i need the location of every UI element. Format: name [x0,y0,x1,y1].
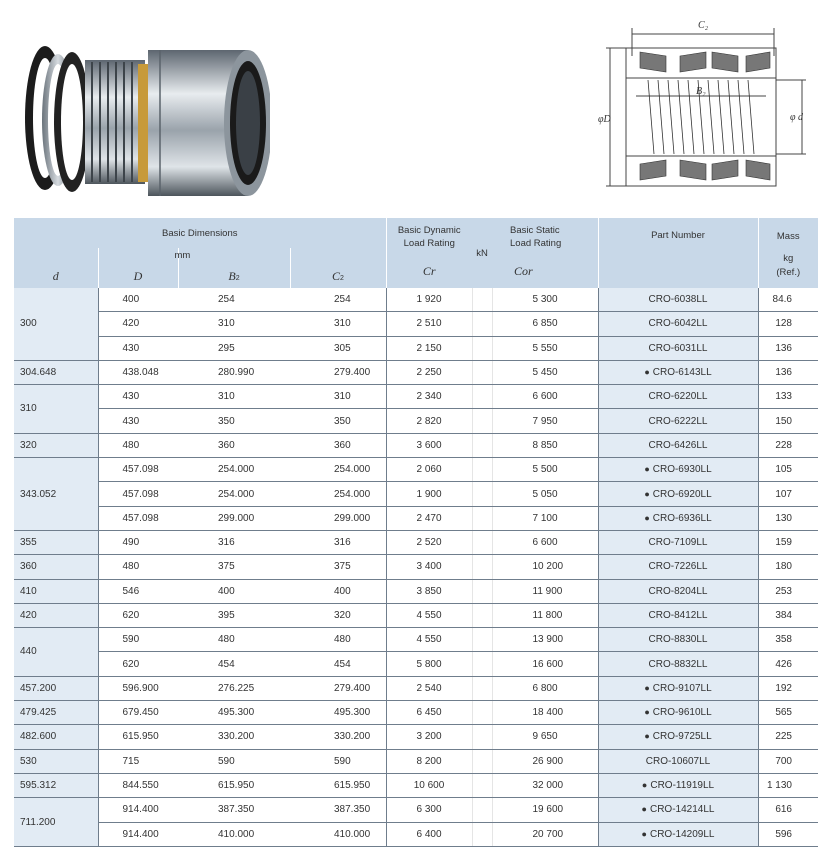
cell-width-c2: 279.400 [290,676,386,700]
cell-cor: 16 600 [492,652,598,676]
header-c2 [290,248,386,288]
cell-width-c2: 480 [290,628,386,652]
cell-cr: 4 550 [386,603,472,627]
cell-kn [472,360,492,384]
cell-cor: 26 900 [492,749,598,773]
cell-part-number[interactable] [598,312,758,336]
table-row [14,506,818,530]
part-number-text: CRO-8830LL [648,634,708,646]
cell-cor: 5 300 [492,288,598,312]
cell-mass: 426 [758,652,818,676]
cell-width-c2: 400 [290,579,386,603]
cell-part-number[interactable] [598,749,758,773]
cell-cr: 5 800 [386,652,472,676]
cell-mass: 133 [758,385,818,409]
header-outer-d [98,248,178,288]
header-d [14,248,98,288]
cell-outer-d: 430 [98,385,178,409]
cell-bore-d: 457.200 [14,676,98,700]
cell-part-number[interactable] [598,676,758,700]
cell-part-number[interactable] [598,603,758,627]
cell-outer-d: 457.098 [98,458,178,482]
cell-outer-d: 420 [98,312,178,336]
table-row [14,360,818,384]
header-d-symbol: d [52,269,59,283]
cell-outer-d: 590 [98,628,178,652]
cell-kn [472,458,492,482]
cell-bore-d: 355 [14,530,98,554]
table-row [14,798,818,822]
table-row [14,603,818,627]
cell-mass: 192 [758,676,818,700]
cell-kn [472,482,492,506]
header-mass [758,218,818,288]
bullet-icon: ● [644,488,650,499]
cell-cr: 1 900 [386,482,472,506]
header-dynamic-rating [386,218,472,288]
cell-width-c2: 299.000 [290,506,386,530]
table-row [14,555,818,579]
cell-cor: 10 200 [492,555,598,579]
header-b2-symbol: B [228,269,236,283]
bearing-photo [10,38,270,198]
table-row [14,288,818,312]
cell-kn [472,798,492,822]
header-b2 [174,248,290,288]
cell-cor: 7 100 [492,506,598,530]
bullet-icon: ● [644,682,650,693]
cell-kn [472,409,492,433]
label-b2: B₂ [696,86,706,97]
cell-width-b2: 350 [178,409,290,433]
cell-mass: 228 [758,433,818,457]
cell-mass: 358 [758,628,818,652]
part-number-text: CRO-8204LL [648,585,708,597]
cell-outer-d: 615.950 [98,725,178,749]
cell-width-b2: 615.950 [178,773,290,797]
cell-outer-d: 430 [98,409,178,433]
part-number-text: CRO-6143LL [652,367,712,379]
cell-bore-d: 304.648 [14,360,98,384]
cell-cr: 2 520 [386,530,472,554]
header-c2-sub: 2 [340,275,344,282]
bullet-icon: ● [644,367,650,378]
cell-cr: 2 340 [386,385,472,409]
table-row [14,676,818,700]
table-row [14,749,818,773]
cell-kn [472,433,492,457]
cell-width-b2: 310 [178,385,290,409]
cell-outer-d: 546 [98,579,178,603]
cell-bore-d: 310 [14,385,98,434]
cell-kn [472,288,492,312]
cell-cr: 4 550 [386,628,472,652]
cell-outer-d: 400 [98,288,178,312]
cell-kn [472,579,492,603]
bullet-icon: ● [641,828,647,839]
cell-width-c2: 615.950 [290,773,386,797]
cell-kn [472,628,492,652]
table-row [14,579,818,603]
header-basic-dimensions: Basic Dimensions [14,218,386,248]
label-outer-d: φD [598,114,611,125]
cell-width-b2: 316 [178,530,290,554]
cell-cr: 3 850 [386,579,472,603]
cell-cor: 18 400 [492,701,598,725]
cell-mass: 130 [758,506,818,530]
cell-part-number[interactable] [598,579,758,603]
cell-outer-d: 620 [98,603,178,627]
part-number-text: CRO-6426LL [648,439,708,451]
cell-cor: 6 600 [492,385,598,409]
part-number-text: CRO-10607LL [645,755,711,767]
cell-width-b2: 480 [178,628,290,652]
cell-mass: 128 [758,312,818,336]
cell-outer-d: 844.550 [98,773,178,797]
bullet-icon: ● [644,707,650,718]
cell-width-c2: 360 [290,433,386,457]
cell-part-number[interactable] [598,506,758,530]
cell-part-number[interactable] [598,458,758,482]
cell-cor: 7 950 [492,409,598,433]
cell-kn [472,603,492,627]
header-kg-label: kg [783,253,794,264]
cell-mass: 1 130 [758,773,818,797]
cell-cr: 8 200 [386,749,472,773]
cell-cor: 19 600 [492,798,598,822]
cell-kn [472,506,492,530]
table-body [14,288,818,846]
cell-width-c2: 454 [290,652,386,676]
cell-cr: 1 920 [386,288,472,312]
table-row [14,385,818,409]
cell-width-c2: 320 [290,603,386,627]
cell-width-c2: 410.000 [290,822,386,846]
bullet-icon: ● [644,464,650,475]
table-row [14,482,818,506]
cell-cr: 2 060 [386,458,472,482]
table-row [14,652,818,676]
cell-bore-d: 711.200 [14,798,98,847]
cell-outer-d: 480 [98,433,178,457]
cell-width-c2: 310 [290,312,386,336]
cell-width-b2: 276.225 [178,676,290,700]
cell-cor: 5 500 [492,458,598,482]
cell-width-b2: 495.300 [178,701,290,725]
header-cor: Cor [514,264,533,278]
cell-width-b2: 254.000 [178,458,290,482]
cell-kn [472,725,492,749]
part-number-text: CRO-6220LL [648,391,708,403]
cell-bore-d: 595.312 [14,773,98,797]
cell-cor: 11 800 [492,603,598,627]
cell-cor: 5 550 [492,336,598,360]
cell-width-c2: 495.300 [290,701,386,725]
cell-width-b2: 330.200 [178,725,290,749]
cell-kn [472,749,492,773]
cell-width-c2: 350 [290,409,386,433]
cell-outer-d: 679.450 [98,701,178,725]
cell-mass: 700 [758,749,818,773]
cell-cr: 3 400 [386,555,472,579]
header-dynamic-label: Basic Dynamic Load Rating [397,225,461,249]
header-kn: kN [472,218,492,288]
cell-mass: 596 [758,822,818,846]
cell-width-b2: 590 [178,749,290,773]
bullet-icon: ● [644,512,650,523]
header-row-top [14,218,818,248]
cell-cor: 11 900 [492,579,598,603]
cell-outer-d: 914.400 [98,822,178,846]
cell-mass: 565 [758,701,818,725]
cell-cor: 20 700 [492,822,598,846]
cell-cr: 2 820 [386,409,472,433]
part-number-text: CRO-11919LL [650,780,715,792]
cell-cor: 6 850 [492,312,598,336]
cell-mass: 84.6 [758,288,818,312]
cell-outer-d: 457.098 [98,482,178,506]
part-number-text: CRO-6038LL [648,294,708,306]
cell-width-c2: 279.400 [290,360,386,384]
cell-cr: 2 150 [386,336,472,360]
cell-part-number[interactable] [598,530,758,554]
cell-width-c2: 387.350 [290,798,386,822]
part-number-text: CRO-6042LL [648,318,708,330]
header-b2-wrap [179,269,290,284]
cell-part-number[interactable] [598,798,758,822]
header-static-label: Basic Static Load Rating [510,225,562,249]
part-number-text: CRO-8832LL [648,658,708,670]
cell-part-number[interactable] [598,360,758,384]
cell-width-b2: 400 [178,579,290,603]
table-row [14,530,818,554]
part-number-text: CRO-14209LL [649,828,715,840]
part-number-text: CRO-9610LL [652,707,712,719]
cell-width-c2: 310 [290,385,386,409]
cell-cor: 13 900 [492,628,598,652]
cell-part-number[interactable] [598,336,758,360]
header-ref-label: (Ref.) [776,267,801,278]
bullet-icon: ● [641,804,647,815]
cell-mass: 253 [758,579,818,603]
cell-cor: 9 650 [492,725,598,749]
cell-width-b2: 395 [178,603,290,627]
cell-kn [472,336,492,360]
cell-outer-d: 430 [98,336,178,360]
cell-cr: 10 600 [386,773,472,797]
cell-outer-d: 490 [98,530,178,554]
cell-cor: 5 450 [492,360,598,384]
cell-bore-d: 530 [14,749,98,773]
table-row [14,458,818,482]
cell-part-number[interactable] [598,409,758,433]
cell-width-c2: 305 [290,336,386,360]
cell-part-number[interactable] [598,288,758,312]
cell-part-number[interactable] [598,433,758,457]
cell-outer-d: 596.900 [98,676,178,700]
cell-outer-d: 457.098 [98,506,178,530]
cell-bore-d: 320 [14,433,98,457]
part-number-text: CRO-9725LL [652,731,712,743]
bearing-spec-table [14,218,818,847]
part-number-text: CRO-6222LL [648,415,708,427]
bearing-section-drawing [596,14,818,194]
cell-part-number[interactable] [598,555,758,579]
cell-outer-d: 914.400 [98,798,178,822]
cell-cr: 2 470 [386,506,472,530]
cell-width-b2: 375 [178,555,290,579]
part-number-text: CRO-7109LL [648,537,708,549]
table-row [14,628,818,652]
cell-outer-d: 715 [98,749,178,773]
cell-cr: 2 540 [386,676,472,700]
cell-cor: 6 800 [492,676,598,700]
cell-part-number[interactable] [598,628,758,652]
cell-cr: 2 250 [386,360,472,384]
cell-cor: 5 050 [492,482,598,506]
cell-part-number[interactable] [598,725,758,749]
cell-width-c2: 254.000 [290,482,386,506]
cell-bore-d: 410 [14,579,98,603]
header-c2-symbol: C [332,269,341,283]
cell-bore-d: 300 [14,288,98,360]
cell-cr: 3 600 [386,433,472,457]
cell-bore-d: 482.600 [14,725,98,749]
cell-width-c2: 254 [290,288,386,312]
cell-width-b2: 295 [178,336,290,360]
bullet-icon: ● [641,780,648,791]
cell-mass: 150 [758,409,818,433]
cell-width-b2: 299.000 [178,506,290,530]
bearing-spec-table-wrapper [14,218,818,847]
header-static-rating [492,218,598,288]
cell-cr: 3 200 [386,725,472,749]
header-outer-d-symbol: D [133,269,143,283]
cell-kn [472,530,492,554]
table-row [14,336,818,360]
header-mm: mm [174,250,191,261]
cell-part-number[interactable] [598,652,758,676]
table-row [14,725,818,749]
cell-width-b2: 310 [178,312,290,336]
table-row [14,701,818,725]
cell-outer-d: 438.048 [98,360,178,384]
cell-mass: 384 [758,603,818,627]
header-part-number [598,218,758,288]
cell-mass: 136 [758,336,818,360]
part-number-text: CRO-6930LL [652,464,712,476]
cell-kn [472,676,492,700]
part-number-text: CRO-7226LL [648,561,708,573]
cell-part-number[interactable] [598,482,758,506]
cell-bore-d: 440 [14,628,98,677]
cell-kn [472,312,492,336]
cell-kn [472,701,492,725]
cell-mass: 105 [758,458,818,482]
part-number-text: CRO-6936LL [652,512,712,524]
cell-width-c2: 316 [290,530,386,554]
cell-cor: 6 600 [492,530,598,554]
cell-mass: 616 [758,798,818,822]
cell-cr: 6 300 [386,798,472,822]
cell-bore-d: 360 [14,555,98,579]
cell-kn [472,385,492,409]
part-number-text: CRO-14214LL [649,804,715,816]
label-c2: C₂ [698,20,709,31]
table-row [14,312,818,336]
cell-cor: 8 850 [492,433,598,457]
cell-mass: 180 [758,555,818,579]
cell-bore-d: 343.052 [14,458,98,531]
cell-cor: 32 000 [492,773,598,797]
table-row [14,773,818,797]
cell-mass: 136 [758,360,818,384]
cell-bore-d: 479.425 [14,701,98,725]
cell-outer-d: 480 [98,555,178,579]
part-number-text: CRO-9107LL [652,682,712,694]
header-cr: Cr [422,264,436,278]
bullet-icon: ● [644,731,650,742]
part-number-text: CRO-8412LL [648,610,708,621]
cell-width-b2: 280.990 [178,360,290,384]
cell-width-c2: 375 [290,555,386,579]
cell-width-c2: 330.200 [290,725,386,749]
part-number-text: CRO-6031LL [648,342,708,354]
cell-width-b2: 254 [178,288,290,312]
cell-width-b2: 387.350 [178,798,290,822]
cell-width-c2: 254.000 [290,458,386,482]
cell-width-b2: 410.000 [178,822,290,846]
cell-outer-d: 620 [98,652,178,676]
label-inner-d: φ d [790,112,804,123]
cell-part-number[interactable] [598,701,758,725]
cell-part-number[interactable] [598,385,758,409]
cell-mass: 107 [758,482,818,506]
cell-width-b2: 360 [178,433,290,457]
cell-mass: 159 [758,530,818,554]
table-row [14,433,818,457]
cell-cr: 6 450 [386,701,472,725]
cell-mass: 225 [758,725,818,749]
cell-kn [472,555,492,579]
header-mass-label: Mass [776,231,800,242]
cell-bore-d: 420 [14,603,98,627]
cell-width-b2: 454 [178,652,290,676]
part-number-text: CRO-6920LL [652,488,712,500]
cell-width-b2: 254.000 [178,482,290,506]
cell-kn [472,652,492,676]
header-b2-sub: 2 [235,275,240,282]
cell-cr: 2 510 [386,312,472,336]
cell-width-c2: 590 [290,749,386,773]
cell-kn [472,773,492,797]
table-row [14,409,818,433]
cell-part-number[interactable] [598,773,758,797]
header-part-number-label: Part Number [651,230,705,241]
cell-cr: 6 400 [386,822,472,846]
